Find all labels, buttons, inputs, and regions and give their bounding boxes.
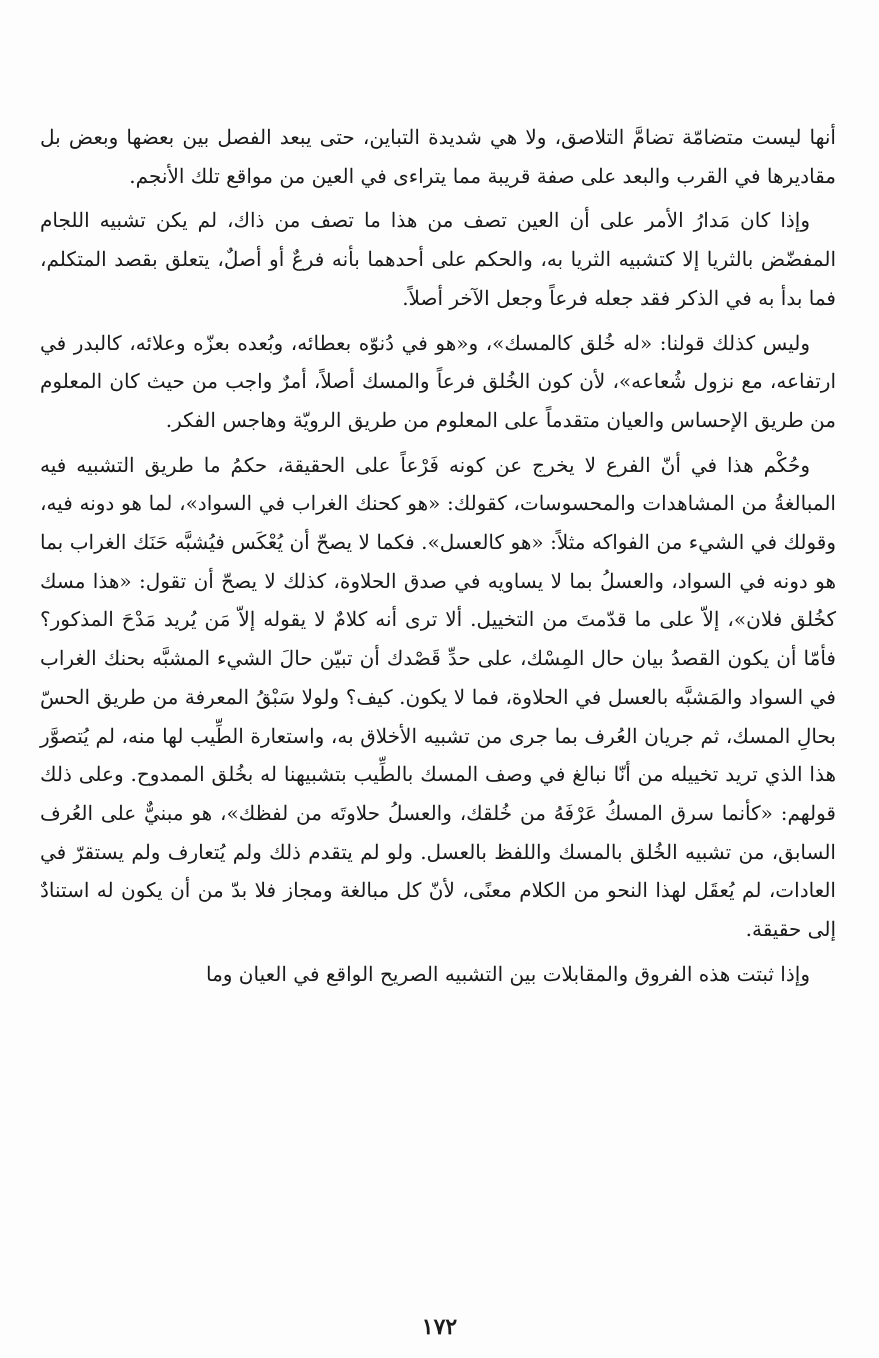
body-text bbox=[40, 118, 836, 999]
page-number: ١٧٢ bbox=[421, 1314, 458, 1340]
paragraph-2: وإذا كان مَدارُ الأمر على أن العين تصف من هذا ما تصف من ذاك، لم يكن تشبيه اللجام المفضّض بالثريا إلا كتشبيه الثريا به، والحكم على أحدهما بأنه فرعٌ أو أصلٌ، يتعلق بقصد المتكلم، فما بدأ به في الذكر فقد جعله فرعاً وجعل الآخر أصلاً. bbox=[40, 208, 836, 310]
paragraph-1: أنها ليست متضامّة تضامَّ التلاصق، ولا هي شديدة التباين، حتى يبعد الفصل بين بعضها وبعض بل مقاديرها في القرب والبعد على صفة قريبة مما يتراءى في العين من مواقع تلك الأنجم. bbox=[40, 125, 836, 188]
paragraph-4: وحُكْم هذا في أنّ الفرع لا يخرج عن كونه فَرْعاً على الحقيقة، حكمُ ما طريق التشبيه فيه المبالغةُ من المشاهدات والمحسوسات، كقولك: «هو كحنك الغراب في السواد»، لما هو دونه فيه، وقولك في الشيء من الفواكه مثلاً: «هو كالعسل». فكما لا يصحّ أن يُعْكَس فيُشبَّه حَنَك الغراب بما هو دونه في السواد، والعسلُ بما لا يساويه في صدق الحلاوة، كذلك لا يصحّ أن تقول: «هذا مسك كخُلق فلان»، إلاّ على ما قدّمتَ من التخييل. ألا ترى أنه كلامٌ لا يقوله إلاّ مَن يُريد مَدْحَ المذكور؟ فأمّا أن يكون القصدُ بيان حال المِسْك، على حدِّ قَصْدك أن تبيّن حالَ الشيء المشبَّه بحنك الغراب في السواد والمَشبَّه بالعسل في الحلاوة، فما لا يكون. كيف؟ ولولا سَبْقُ المعرفة من طريق الحسّ بحالِ المسك، ثم جريان العُرف بما جرى من تشبيه الأخلاق به، واستعارة الطِّيب لها منه، لم يُتصوَّر هذا الذي تريد تخييله من أنّا نبالغ في وصف المسك بالطِّيب بتشبيهنا له بخُلق الممدوح. وعلى ذلك قولهم: «كأنما سرق المسكُ عَرْفَهُ من خُلقك، والعسلُ حلاوتَه من لفظك»، هو مبنيٌّ على العُرف السابق، من تشبيه الخُلق بالمسك واللفظ بالعسل. ولو لم يتقدم ذلك ولم يُتعارف ولم يستقرّ في العادات، لم يُعقَل لهذا النحو من الكلام معنًى، لأنّ كل مبالغة ومجاز فلا بدّ من أن يكون له استنادٌ إلى حقيقة. bbox=[40, 452, 836, 942]
paragraph-5: وإذا ثبتت هذه الفروق والمقابلات بين التشبيه الصريح الواقع في العيان وما bbox=[205, 961, 810, 986]
paragraph-3: وليس كذلك قولنا: «له خُلق كالمسك»، و«هو في دُنوّه بعطائه، وبُعده بعزّه وعلائه، كالبدر في ارتفاعه، مع نزول شُعاعه»، لأن كون الخُلق فرعاً والمسك أصلاً، أمرٌ واجب من حيث كان المعلوم من طريق الإحساس والعيان متقدماً على المعلوم من طريق الرويّة وهاجس الفكر. bbox=[40, 330, 836, 432]
